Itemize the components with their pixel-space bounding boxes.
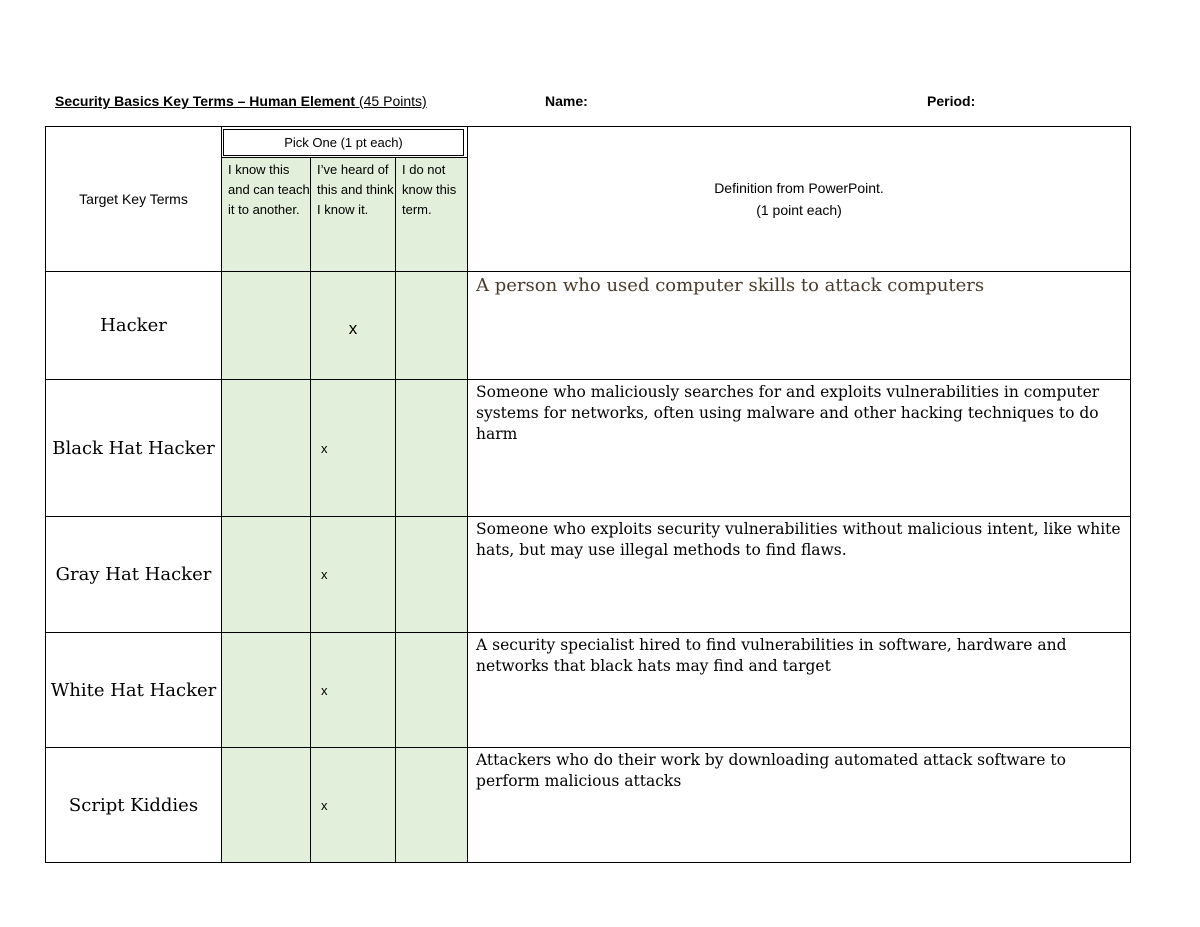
option-know-and-teach: I know this and can teach it to another. (222, 158, 311, 272)
definition-white-hat-hacker[interactable]: A security specialist hired to find vulnerabilities in software, hardware and networks that black hats may find and target (468, 633, 1131, 748)
check-know-hacker[interactable] (222, 272, 311, 380)
worksheet-header (55, 93, 1155, 113)
check-heard-gray-hat[interactable]: x (311, 517, 396, 633)
check-know-black-hat[interactable] (222, 380, 311, 517)
table-row (46, 272, 1131, 380)
worksheet-title (55, 93, 427, 109)
table-row (46, 633, 1131, 748)
table-row (46, 748, 1131, 863)
key-terms-table (45, 126, 1131, 863)
header-definition (468, 127, 1131, 272)
definition-black-hat-hacker[interactable]: Someone who maliciously searches for and exploits vulnerabilities in computer systems for networks, often using malware and other hacking techniques to do harm (468, 380, 1131, 517)
definition-hacker[interactable]: A person who used computer skills to attack computers (468, 272, 1131, 380)
check-unknown-black-hat[interactable] (396, 380, 468, 517)
definition-script-kiddies[interactable]: Attackers who do their work by downloading automated attack software to perform malicious attacks (468, 748, 1131, 863)
term-script-kiddies: Script Kiddies (46, 748, 222, 863)
check-know-white-hat[interactable] (222, 633, 311, 748)
table-row (46, 380, 1131, 517)
period-label[interactable]: Period: (927, 93, 976, 109)
term-hacker: Hacker (46, 272, 222, 380)
check-heard-hacker[interactable]: x (311, 272, 396, 380)
definition-gray-hat-hacker[interactable]: Someone who exploits security vulnerabilities without malicious intent, like white hats, but may use illegal methods to find flaws. (468, 517, 1131, 633)
pick-one-label: Pick One (1 pt each) (223, 129, 464, 156)
check-unknown-hacker[interactable] (396, 272, 468, 380)
check-unknown-white-hat[interactable] (396, 633, 468, 748)
term-white-hat-hacker: White Hat Hacker (46, 633, 222, 748)
check-heard-black-hat[interactable]: x (311, 380, 396, 517)
name-label[interactable]: Name: (545, 93, 588, 109)
definition-header-line1: Definition from PowerPoint. (714, 180, 884, 196)
header-target-key-terms: Target Key Terms (46, 127, 222, 272)
pick-one-cell (222, 127, 468, 158)
title-text: Security Basics Key Terms – Human Element (55, 93, 356, 109)
check-unknown-script-kiddies[interactable] (396, 748, 468, 863)
option-do-not-know: I do not know this term. (396, 158, 468, 272)
term-gray-hat-hacker: Gray Hat Hacker (46, 517, 222, 633)
option-heard-of-it: I’ve heard of this and think I know it. (311, 158, 396, 272)
check-unknown-gray-hat[interactable] (396, 517, 468, 633)
table-row (46, 517, 1131, 633)
total-points: (45 Points) (358, 93, 427, 109)
definition-header-line2: (1 point each) (756, 202, 842, 218)
check-heard-white-hat[interactable]: x (311, 633, 396, 748)
term-black-hat-hacker: Black Hat Hacker (46, 380, 222, 517)
check-heard-script-kiddies[interactable]: x (311, 748, 396, 863)
check-know-script-kiddies[interactable] (222, 748, 311, 863)
check-know-gray-hat[interactable] (222, 517, 311, 633)
